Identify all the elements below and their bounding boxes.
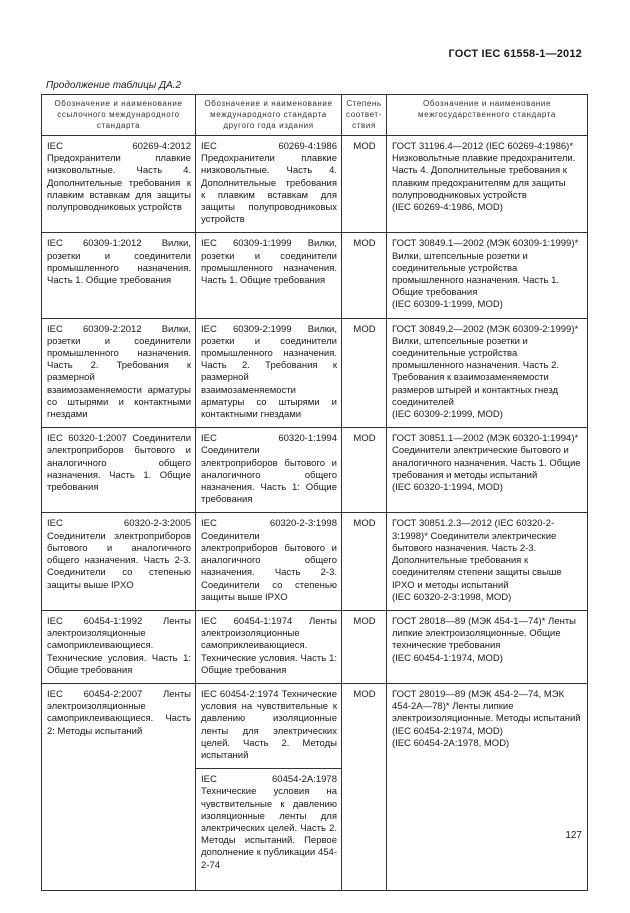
column-header-interstate: Обозначение и наименование межгосударственного стандарта xyxy=(387,95,588,136)
table-row xyxy=(42,233,588,318)
degree-cell: MOD xyxy=(342,513,387,610)
gost-text: ГОСТ 30851.2.3—2012 (IEC 60320-2-3:1998)* Соединители электрические бытового назначения. Часть 2-3. Дополнительные требования к соединителям степени защиты свыше IPXO и методы испытаний xyxy=(392,518,562,591)
table-row xyxy=(42,318,588,428)
other-edition-cell: IEC 60320-2-3:1998 Соединители электроприборов бытового и аналогичного общего назначения. Часть 2-3. Соединители со степенью защиты выше IPXO xyxy=(196,513,342,610)
gost-text: ГОСТ 30849.1—2002 (МЭК 60309-1:1999)* Вилки, штепсельные розетки и соединительные устройства промышленного назначения. Часть 1. Общие требования xyxy=(392,238,579,299)
table-row xyxy=(42,428,588,513)
gost-text: ГОСТ 28018—89 (МЭК 454-1—74)* Ленты липкие электроизоляционные. Общие технические требования xyxy=(392,615,576,652)
reference-standard-cell: IEC 60309-2:2012 Вилки, розетки и соединители промышленного назначения. Часть 2. Требования к размерной взаимозаменяемости арматуры со штырями и контактными гнездами xyxy=(42,318,196,428)
reference-standard-cell: IEC 60320-2-3:2005 Соединители электроприборов бытового и аналогичного общего назначения. Часть 2-3. Соединители со степенью защиты выше IPXO xyxy=(42,513,196,610)
gost-text: ГОСТ 28019—89 (МЭК 454-2—74, МЭК 454-2А—78)* Ленты липкие электроизоляционные. Методы испытаний xyxy=(392,688,581,725)
gost-mod-ref: (IEC 60454-1:1974, MOD) xyxy=(392,652,503,664)
table-row xyxy=(42,136,588,233)
other-edition-cell: IEC 60454-2:1974 Технические условия на чувствительные к давлению изоляционные ленты для электрических целей. Часть 2. Методы испытаний xyxy=(196,683,342,768)
reference-standard-cell: IEC 60269-4:2012 Предохранители плавкие низковольтные. Часть 4. Дополнительные требования к плавким вставкам для защиты полупроводниковых устройств xyxy=(42,136,196,233)
gost-text: ГОСТ 31196.4—2012 (IEC 60269-4:1986)* Низковольтные плавкие предохранители. Часть 4. Дополнительные требования к плавким предохранителям для защиты полупроводниковых устройств xyxy=(392,141,576,201)
degree-cell: MOD xyxy=(342,233,387,318)
column-header-other-edition: Обозначение и наименование международного стандарта другого года издания xyxy=(196,95,342,136)
table-row xyxy=(42,513,588,610)
gost-mod-ref: (IEC 60269-4:1986, MOD) xyxy=(392,202,503,214)
interstate-standard-cell xyxy=(387,683,588,890)
gost-text: ГОСТ 30851.1—2002 (МЭК 60320-1:1994)* Соединители электрические бытового и аналогичного назначения. Часть 1. Общие требования и методы испытаний xyxy=(392,433,581,481)
gost-mod-ref: (IEC 60320-2-3:1998, MOD) xyxy=(392,591,512,603)
degree-cell: MOD xyxy=(342,428,387,513)
other-edition-cell: IEC 60309-1:1999 Вилки, розетки и соединители промышленного назначения. Часть 1. Общие требования xyxy=(196,233,342,318)
gost-mod-ref: (IEC 60309-2:1999, MOD) xyxy=(392,409,503,421)
interstate-standard-cell xyxy=(387,513,588,610)
other-edition-cell: IEC 60454-2A:1978 Технические условия на чувствительные к давлению изоляционные ленты для электрических целей. Часть 2. Методы испытаний. Первое дополнение к публикации 454-2-74 xyxy=(196,769,342,891)
gost-mod-ref: (IEC 60454-2A:1978, MOD) xyxy=(392,737,510,749)
degree-cell: MOD xyxy=(342,610,387,683)
reference-standard-cell: IEC 60454-2:2007 Ленты электроизоляционные самоприклеивающиеся. Часть 2: Методы испытаний xyxy=(42,683,196,890)
other-edition-cell: IEC 60269-4:1986 Предохранители плавкие низковольтные. Часть 4. Дополнительные требования к плавким вставкам для защиты полупроводниковых устройств xyxy=(196,136,342,233)
table-row xyxy=(42,683,588,768)
degree-cell: MOD xyxy=(342,136,387,233)
page-number: 127 xyxy=(565,830,582,841)
other-edition-cell: IEC 60454-1:1974 Ленты электроизоляционные самоприклеивающиеся. Технические условия. Часть 1: Общие требования xyxy=(196,610,342,683)
column-header-degree: Степень соответ-ствия xyxy=(342,95,387,136)
interstate-standard-cell xyxy=(387,318,588,428)
gost-mod-ref: (IEC 60454-2:1974, MOD) xyxy=(392,725,503,737)
table-header-row xyxy=(42,95,588,136)
degree-cell: MOD xyxy=(342,318,387,428)
table-caption: Продолжение таблицы ДА.2 xyxy=(46,80,182,91)
gost-text: ГОСТ 30849.2—2002 (МЭК 60309-2:1999)* Вилки, штепсельные розетки и соединительные устройства промышленного назначения. Часть 2. Требования к взаимозаменяемости размеров штырей и контактных гнезд соединителей xyxy=(392,323,579,408)
other-edition-cell: IEC 60309-2:1999 Вилки, розетки и соединители промышленного назначения. Часть 2. Требования к размерной взаимозаменяемости арматуры со штырями и контактными гнездами xyxy=(196,318,342,428)
reference-standard-cell: IEC 60320-1:2007 Соединители электроприборов бытового и аналогичного общего назначения. Часть 1. Общие требования xyxy=(42,428,196,513)
other-edition-cell: IEC 60320-1:1994 Соединители электроприборов бытового и аналогичного общего назначения. Часть 1: Общие требования xyxy=(196,428,342,513)
table-row xyxy=(42,610,588,683)
degree-cell: MOD xyxy=(342,683,387,890)
gost-mod-ref: (IEC 60320-1:1994, MOD) xyxy=(392,482,503,494)
gost-mod-ref: (IEC 60309-1:1999, MOD) xyxy=(392,299,503,311)
document-header: ГОСТ IEC 61558-1—2012 xyxy=(448,48,582,60)
interstate-standard-cell xyxy=(387,428,588,513)
standards-table xyxy=(41,94,588,891)
interstate-standard-cell xyxy=(387,610,588,683)
interstate-standard-cell xyxy=(387,136,588,233)
column-header-reference: Обозначение и наименование ссылочного международного стандарта xyxy=(42,95,196,136)
reference-standard-cell: IEC 60454-1:1992 Ленты электроизоляционные самоприклеивающиеся. Технические условия. Часть 1: Общие требования xyxy=(42,610,196,683)
reference-standard-cell: IEC 60309-1:2012 Вилки, розетки и соединители промышленного назначения. Часть 1. Общие требования xyxy=(42,233,196,318)
interstate-standard-cell xyxy=(387,233,588,318)
